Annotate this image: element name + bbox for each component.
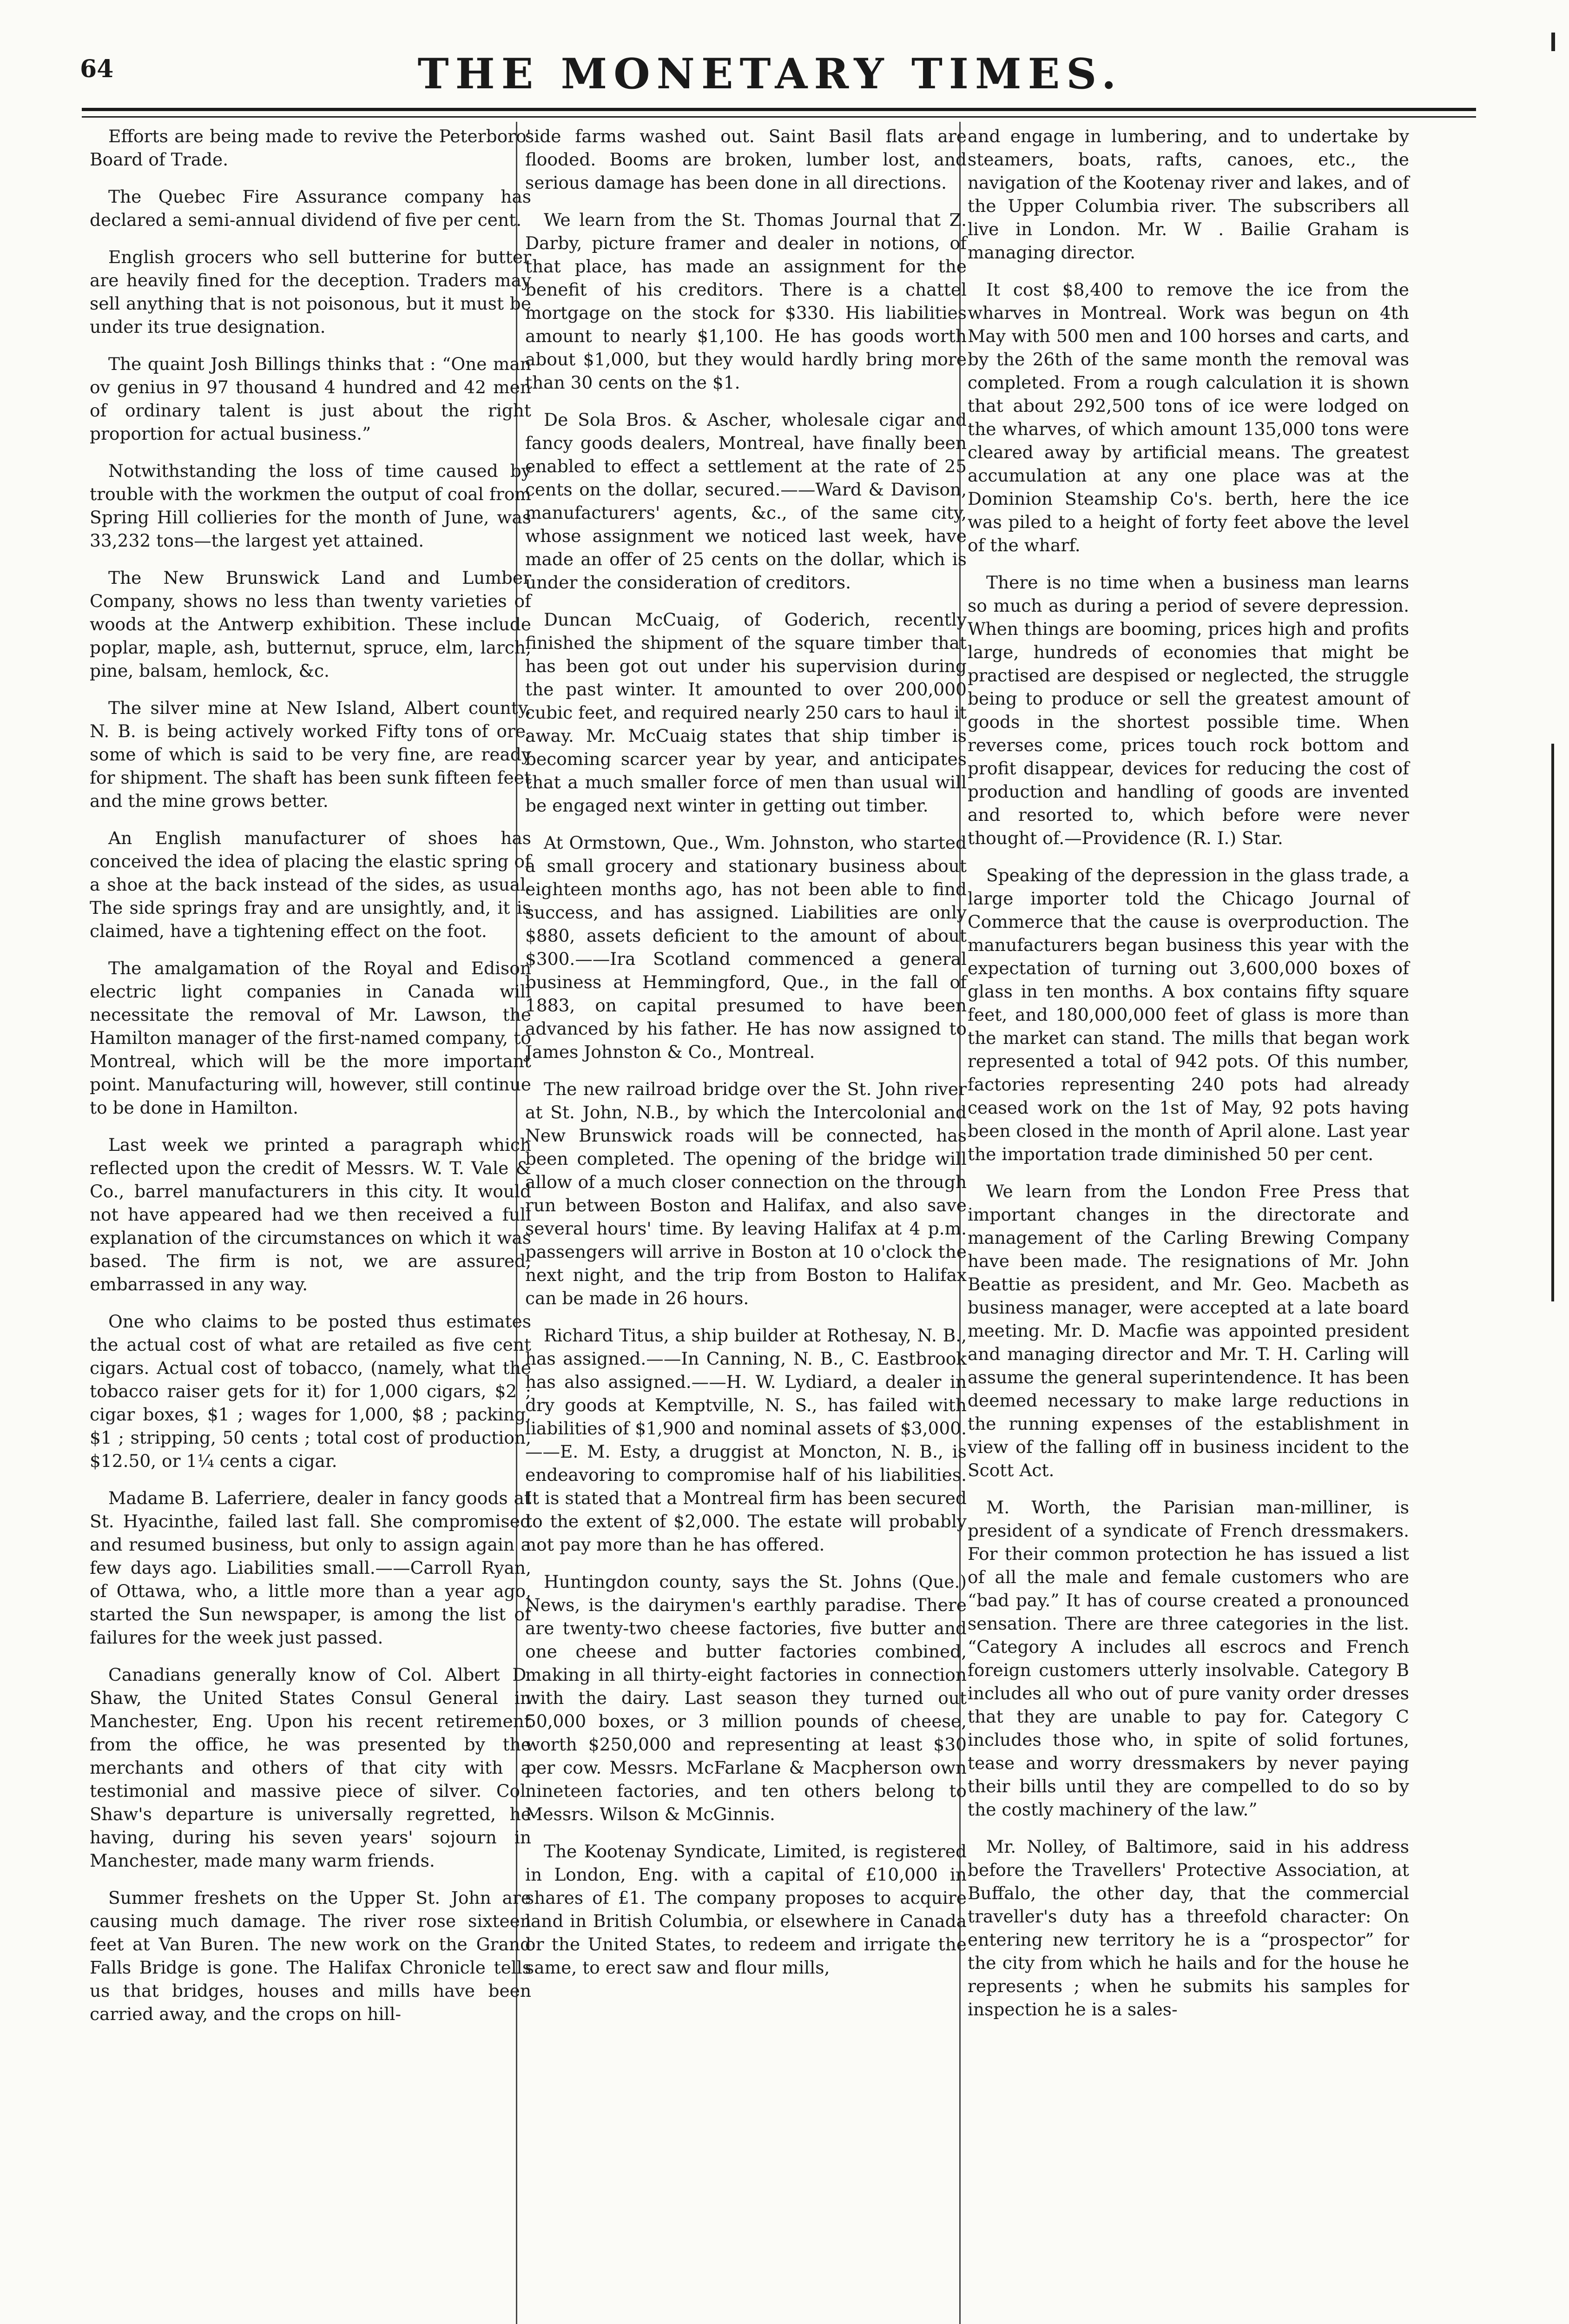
paragraph: English grocers who sell butterine for butter are heavily fined for the deception. Traders may sell anything that is not poisonous, but it must be under its true designation.: [90, 247, 531, 337]
paragraph: The new railroad bridge over the St. John river at St. John, N.B., by which the Intercolonial and New Brunswick roads will be connected, has been completed. The opening of the bridge will allow of a much closer connection on the through run between Boston and Halifax, and also save several hours' time. By leaving Halifax at 4 p.m. passengers will arrive in Boston at 10 o'clock the next night, and the trip from Boston to Halifax can be made in 26 hours.: [525, 1079, 967, 1308]
column-2: [525, 125, 967, 1993]
paragraph: There is no time when a business man learns so much as during a period of severe depression. When things are booming, prices high and profits large, hundreds of economies that might be practised are despised or neglected, the struggle being to produce or sell the greatest amount of goods in the shortest possible time. When reverses come, prices touch rock bottom and profit disappear, devices for reducing the cost of production and handling of goods are invented and resorted to, which before were never thought of.—Providence (R. I.) Star.: [968, 572, 1409, 848]
paragraph: Duncan McCuaig, of Goderich, recently finished the shipment of the square timber that has been got out under his supervision during the past winter. It amounted to over 200,000 cubic feet, and required nearly 250 cars to haul it away. Mr. McCuaig states that ship timber is becoming scarcer year by year, and anticipates that a much smaller force of men than usual will be engaged next winter in getting out timber.: [525, 609, 967, 816]
page-number: 64: [80, 55, 114, 83]
paragraph: Richard Titus, a ship builder at Rothesay, N. B., has assigned.——In Canning, N. B., C. Eastbrook has also assigned.——H. W. Lydiard, a dealer in dry goods at Kemptville, N. S., has failed with liabilities of $1,900 and nominal assets of $3,000.——E. M. Esty, a druggist at Moncton, N. B., is endeavoring to compromise half of his liabilities. It is stated that a Montreal firm has been secured to the extent of $2,000. The estate will probably not pay more than he has offered.: [525, 1325, 967, 1555]
paragraph: Last week we printed a paragraph which reflected upon the credit of Messrs. W. T. Vale & Co., barrel manufacturers in this city. It would not have appeared had we then received a full explanation of the circumstances on which it was based. The firm is not, we are assured, embarrassed in any way.: [90, 1135, 531, 1294]
paragraph: De Sola Bros. & Ascher, wholesale cigar and fancy goods dealers, Montreal, have finally been enabled to effect a settlement at the rate of 25 cents on the dollar, secured.——Ward & Davison, manufacturers' agents, &c., of the same city, whose assignment we noticed last week, have made an offer of 25 cents on the dollar, which is under the consideration of creditors.: [525, 409, 967, 593]
paragraph: Summer freshets on the Upper St. John are causing much damage. The river rose sixteen feet at Van Buren. The new work on the Grand Falls Bridge is gone. The Halifax Chronicle tells us that bridges, houses and mills have been carried away, and the crops on hill-: [90, 1888, 531, 2024]
paragraph: and engage in lumbering, and to undertake by steamers, boats, rafts, canoes, etc., the navigation of the Kootenay river and lakes, and of the Upper Columbia river. The subscribers all live in London. Mr. W . Bailie Graham is managing director.: [968, 126, 1409, 263]
paragraph: Efforts are being made to revive the Peterboro' Board of Trade.: [90, 126, 531, 170]
paragraph: The New Brunswick Land and Lumber Company, shows no less than twenty varieties of woods at the Antwerp exhibition. These include poplar, maple, ash, butternut, spruce, elm, larch, pine, balsam, hemlock, &c.: [90, 568, 531, 681]
paragraph: Notwithstanding the loss of time caused by trouble with the workmen the output of coal from Spring Hill collieries for the month of June, was 33,232 tons—the largest yet attained.: [90, 461, 531, 551]
page-edge-mark: [1551, 33, 1555, 51]
paragraph: An English manufacturer of shoes has conceived the idea of placing the elastic spring of a shoe at the back instead of the sides, as usual. The side springs fray and are unsightly, and, it is claimed, have a tightening effect on the foot.: [90, 828, 531, 941]
paragraph: The quaint Josh Billings thinks that : “One man ov genius in 97 thousand 4 hundred and 42 men of ordinary talent is just about the right proportion for actual business.”: [90, 354, 531, 444]
paragraph: The Quebec Fire Assurance company has declared a semi-annual dividend of five per cent.: [90, 186, 531, 230]
paragraph: Speaking of the depression in the glass trade, a large importer told the Chicago Journal of Commerce that the cause is overproduction. The manufacturers began business this year with the expectation of turning out 3,600,000 boxes of glass in ten months. A box contains fifty square feet, and 180,000,000 feet of glass is more than the market can stand. The mills that began work represented a total of 942 pots. Of this number, factories representing 240 pots had already ceased work on the 1st of May, 92 pots having been closed in the month of April alone. Last year the importation trade diminished 50 per cent.: [968, 865, 1409, 1164]
paragraph: Canadians generally know of Col. Albert D. Shaw, the United States Consul General in Manchester, Eng. Upon his recent retirement from the office, he was presented by the merchants and others of that city with a testimonial and massive piece of silver. Col. Shaw's departure is universally regretted, he having, during his seven years' sojourn in Manchester, made many warm friends.: [90, 1664, 531, 1871]
paragraph: It cost $8,400 to remove the ice from the wharves in Montreal. Work was begun on 4th May with 500 men and 100 horses and carts, and by the 26th of the same month the removal was completed. From a rough calculation it is shown that about 292,500 tons of ice were lodged on the wharves, of which amount 135,000 tons were cleared away by artificial means. The greatest accumulation at any one place was at the Dominion Steamship Co's. berth, here the ice was piled to a height of forty feet above the level of the wharf.: [968, 279, 1409, 555]
page-title: THE MONETARY TIMES.: [417, 49, 1123, 99]
paragraph: One who claims to be posted thus estimates the actual cost of what are retailed as five cent cigars. Actual cost of tobacco, (namely, what the tobacco raiser gets for it) for 1,000 cigars, $2 ; cigar boxes, $1 ; wages for 1,000, $8 ; packing, $1 ; stripping, 50 cents ; total cost of production, $12.50, or 1¼ cents a cigar.: [90, 1311, 531, 1471]
paragraph: We learn from the London Free Press that important changes in the directorate and management of the Carling Brewing Company have been made. The resignations of Mr. John Beattie as president, and Mr. Geo. Macbeth as business manager, were accepted at a late board meeting. Mr. D. Macfie was appointed president and managing director and Mr. T. H. Carling will assume the general superintendence. It has been deemed necessary to make large reductions in the running expenses of the establishment in view of the falling off in business incident to the Scott Act.: [968, 1181, 1409, 1480]
page-edge-mark: [1551, 744, 1554, 1301]
column-1: [90, 125, 531, 2040]
column-3: [968, 125, 1409, 2035]
paragraph: Huntingdon county, says the St. Johns (Que.) News, is the dairymen's earthly paradise. There are twenty-two cheese factories, five butter and one cheese and butter factories combined, making in all thirty-eight factories in connection with the dairy. Last season they turned out 50,000 boxes, or 3 million pounds of cheese, worth $250,000 and representing at least $30 per cow. Messrs. McFarlane & Macpherson own nineteen factories, and ten others belong to Messrs. Wilson & McGinnis.: [525, 1571, 967, 1824]
paragraph: At Ormstown, Que., Wm. Johnston, who started a small grocery and stationary business about eighteen months ago, has not been able to find success, and has assigned. Liabilities are only $880, assets deficient to the amount of about $300.——Ira Scotland commenced a general business at Hemmingford, Que., in the fall of 1883, on capital presumed to have been advanced by his father. He has now assigned to James Johnston & Co., Montreal.: [525, 832, 967, 1062]
paragraph: The amalgamation of the Royal and Edison electric light companies in Canada will necessitate the removal of Mr. Lawson, the Hamilton manager of the first-named company, to Montreal, which will be the more important point. Manufacturing will, however, still continue to be done in Hamilton.: [90, 958, 531, 1118]
paragraph: side farms washed out. Saint Basil flats are flooded. Booms are broken, lumber lost, and serious damage has been done in all directions.: [525, 126, 967, 193]
paragraph: Mr. Nolley, of Baltimore, said in his address before the Travellers' Protective Association, at Buffalo, the other day, that the commercial traveller's duty has a threefold character: On entering new territory he is a “prospector” for the city from which he hails and for the house he represents ; when he submits his samples for inspection he is a sales-: [968, 1836, 1409, 2020]
header-rule-thick: [82, 108, 1476, 111]
paragraph: We learn from the St. Thomas Journal that Z. Darby, picture framer and dealer in notions, of that place, has made an assignment for the benefit of his creditors. There is a chattel mortgage on the stock for $330. His liabilities amount to nearly $1,100. He has goods worth about $1,000, but they would hardly bring more than 30 cents on the $1.: [525, 210, 967, 393]
paragraph: Madame B. Laferriere, dealer in fancy goods at St. Hyacinthe, failed last fall. She compromised and resumed business, but only to assign again a few days ago. Liabilities small.——Carroll Ryan, of Ottawa, who, a little more than a year ago, started the Sun newspaper, is among the list of failures for the week just passed.: [90, 1488, 531, 1648]
paragraph: The silver mine at New Island, Albert county, N. B. is being actively worked Fifty tons of ore, some of which is said to be very fine, are ready for shipment. The shaft has been sunk fifteen feet and the mine grows better.: [90, 698, 531, 811]
paragraph: M. Worth, the Parisian man-milliner, is president of a syndicate of French dressmakers. For their common protection he has issued a list of all the male and female customers who are “bad pay.” It has of course created a pronounced sensation. There are three categories in the list. “Category A includes all escrocs and French foreign customers utterly insolvable. Category B includes all who out of pure vanity order dresses that they are unable to pay for. Category C includes those who, in spite of solid fortunes, tease and worry dressmakers by never paying their bills until they are compelled to do so by the costly machinery of the law.”: [968, 1497, 1409, 1820]
paragraph: The Kootenay Syndicate, Limited, is registered in London, Eng. with a capital of £10,000 in shares of £1. The company proposes to acquire land in British Columbia, or elsewhere in Canada or the United States, to redeem and irrigate the same, to erect saw and flour mills,: [525, 1841, 967, 1978]
header-rule-thin: [82, 116, 1476, 118]
